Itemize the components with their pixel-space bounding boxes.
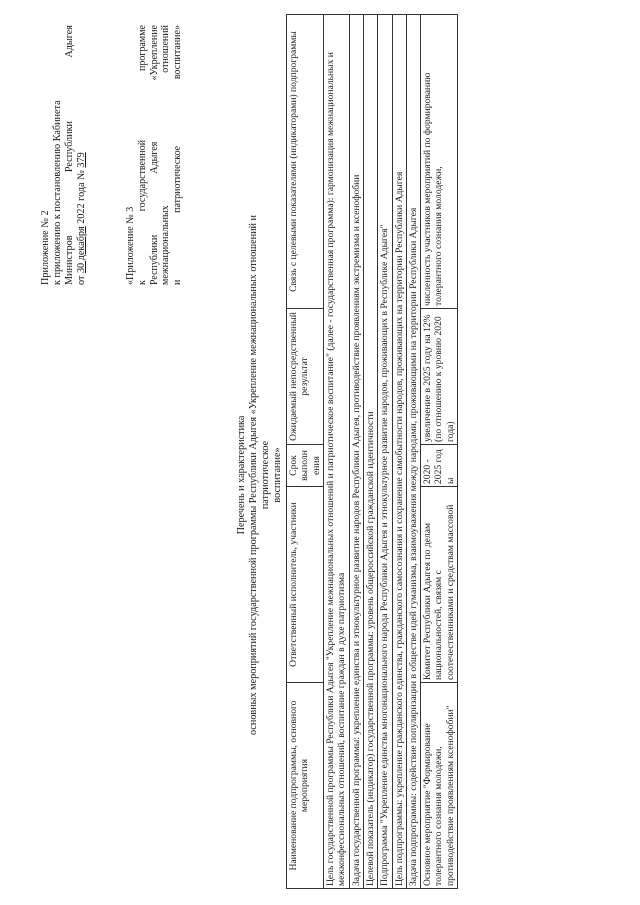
subprogram-task: Задача подпрограммы: содействие популяризации в обществе идей гуманизма, взаимоуважения между народами, проживающими на территории Республики Адыгея xyxy=(406,15,420,889)
term-cell: 2020 - 2025 год ы xyxy=(421,445,458,487)
table-row xyxy=(349,15,363,889)
program-goal: Цель государственной программы Республики Адыгея "Укрепление межнациональных отношений и патриотическое воспитание" (далее - государственная программа): гармонизация межнациональных и межконфессиональных отношений, воспитание граждан в духе патриотизма xyxy=(323,15,349,889)
resolution-line: к приложению к постановлению Кабинета xyxy=(52,100,64,285)
program-indicator: Целевой показатель (индикатор) государственной программы: уровень общероссийской гражданской идентичности xyxy=(363,15,377,889)
table-row xyxy=(378,15,392,889)
table-header-row xyxy=(287,15,324,889)
result-cell: увеличение в 2025 году на 12% (по отношению к уровню 2020 года) xyxy=(421,309,458,445)
handwritten-date: 30 декабря xyxy=(76,226,88,274)
header-cell: Ответственный исполнитель, участники xyxy=(287,487,324,683)
resolution-reference xyxy=(40,25,88,285)
table-row xyxy=(406,15,420,889)
handwritten-number: 379 xyxy=(76,152,88,168)
table-row xyxy=(323,15,349,889)
appendix-number: Приложение № 2 xyxy=(40,210,51,285)
table-row xyxy=(392,15,406,889)
program-appendix-reference: «Приложение № 3 к государственной программе Республики Адыгея «Укрепление межнациональных отношений и патриотическое воспитание» xyxy=(125,25,184,285)
activities-table xyxy=(286,14,458,889)
header-cell: Наименование подпрограммы, основного мероприятия xyxy=(287,683,324,889)
header-cell: Ожидаемый непосредственный результат xyxy=(287,309,324,445)
document-title: Перечень и характеристика основных мероприятий государственной программы Республики Адыгея «Укрепление межнациональных отношений и патриотическое воспитание» xyxy=(236,214,284,735)
activity-name-cell: Основное мероприятие "Формирование толерантного сознания молодежи, противодействие проявлениям ксенофобии" xyxy=(421,683,458,889)
executor-cell: Комитет Республики Адыгея по делам национальностей, связям с соотечественниками и средствам массовой xyxy=(421,487,458,683)
program-task: Задача государственной программы: укрепление единства и этнокультурное развитие народов Республики Адыгея, противодействие проявлениям экстремизма и ксенофобии xyxy=(349,15,363,889)
cabinet-line: Министров Республики Адыгея xyxy=(64,25,76,285)
table-row xyxy=(363,15,377,889)
subprogram-title: Подпрограмма "Укрепление единства многонационального народа Республики Адыгея и этнокультурное развитие народов, проживающих в Республике Адыгея" xyxy=(378,15,392,889)
header-cell: Срок выполн ения xyxy=(287,445,324,487)
header-cell: Связь с целевыми показателями (индикаторами) подпрограммы xyxy=(287,15,324,309)
date-number-line: от 30 декабря 2022 года № 379 xyxy=(76,152,88,285)
table-row xyxy=(421,15,458,889)
indicator-link-cell: численность участников мероприятий по формированию толерантного сознания молодежи, xyxy=(421,15,458,309)
subprogram-goal: Цель подпрограммы: укрепление гражданского единства, гражданского самосознания и сохранение самобытности народов, проживающих на территории Республики Адыгея xyxy=(392,15,406,889)
